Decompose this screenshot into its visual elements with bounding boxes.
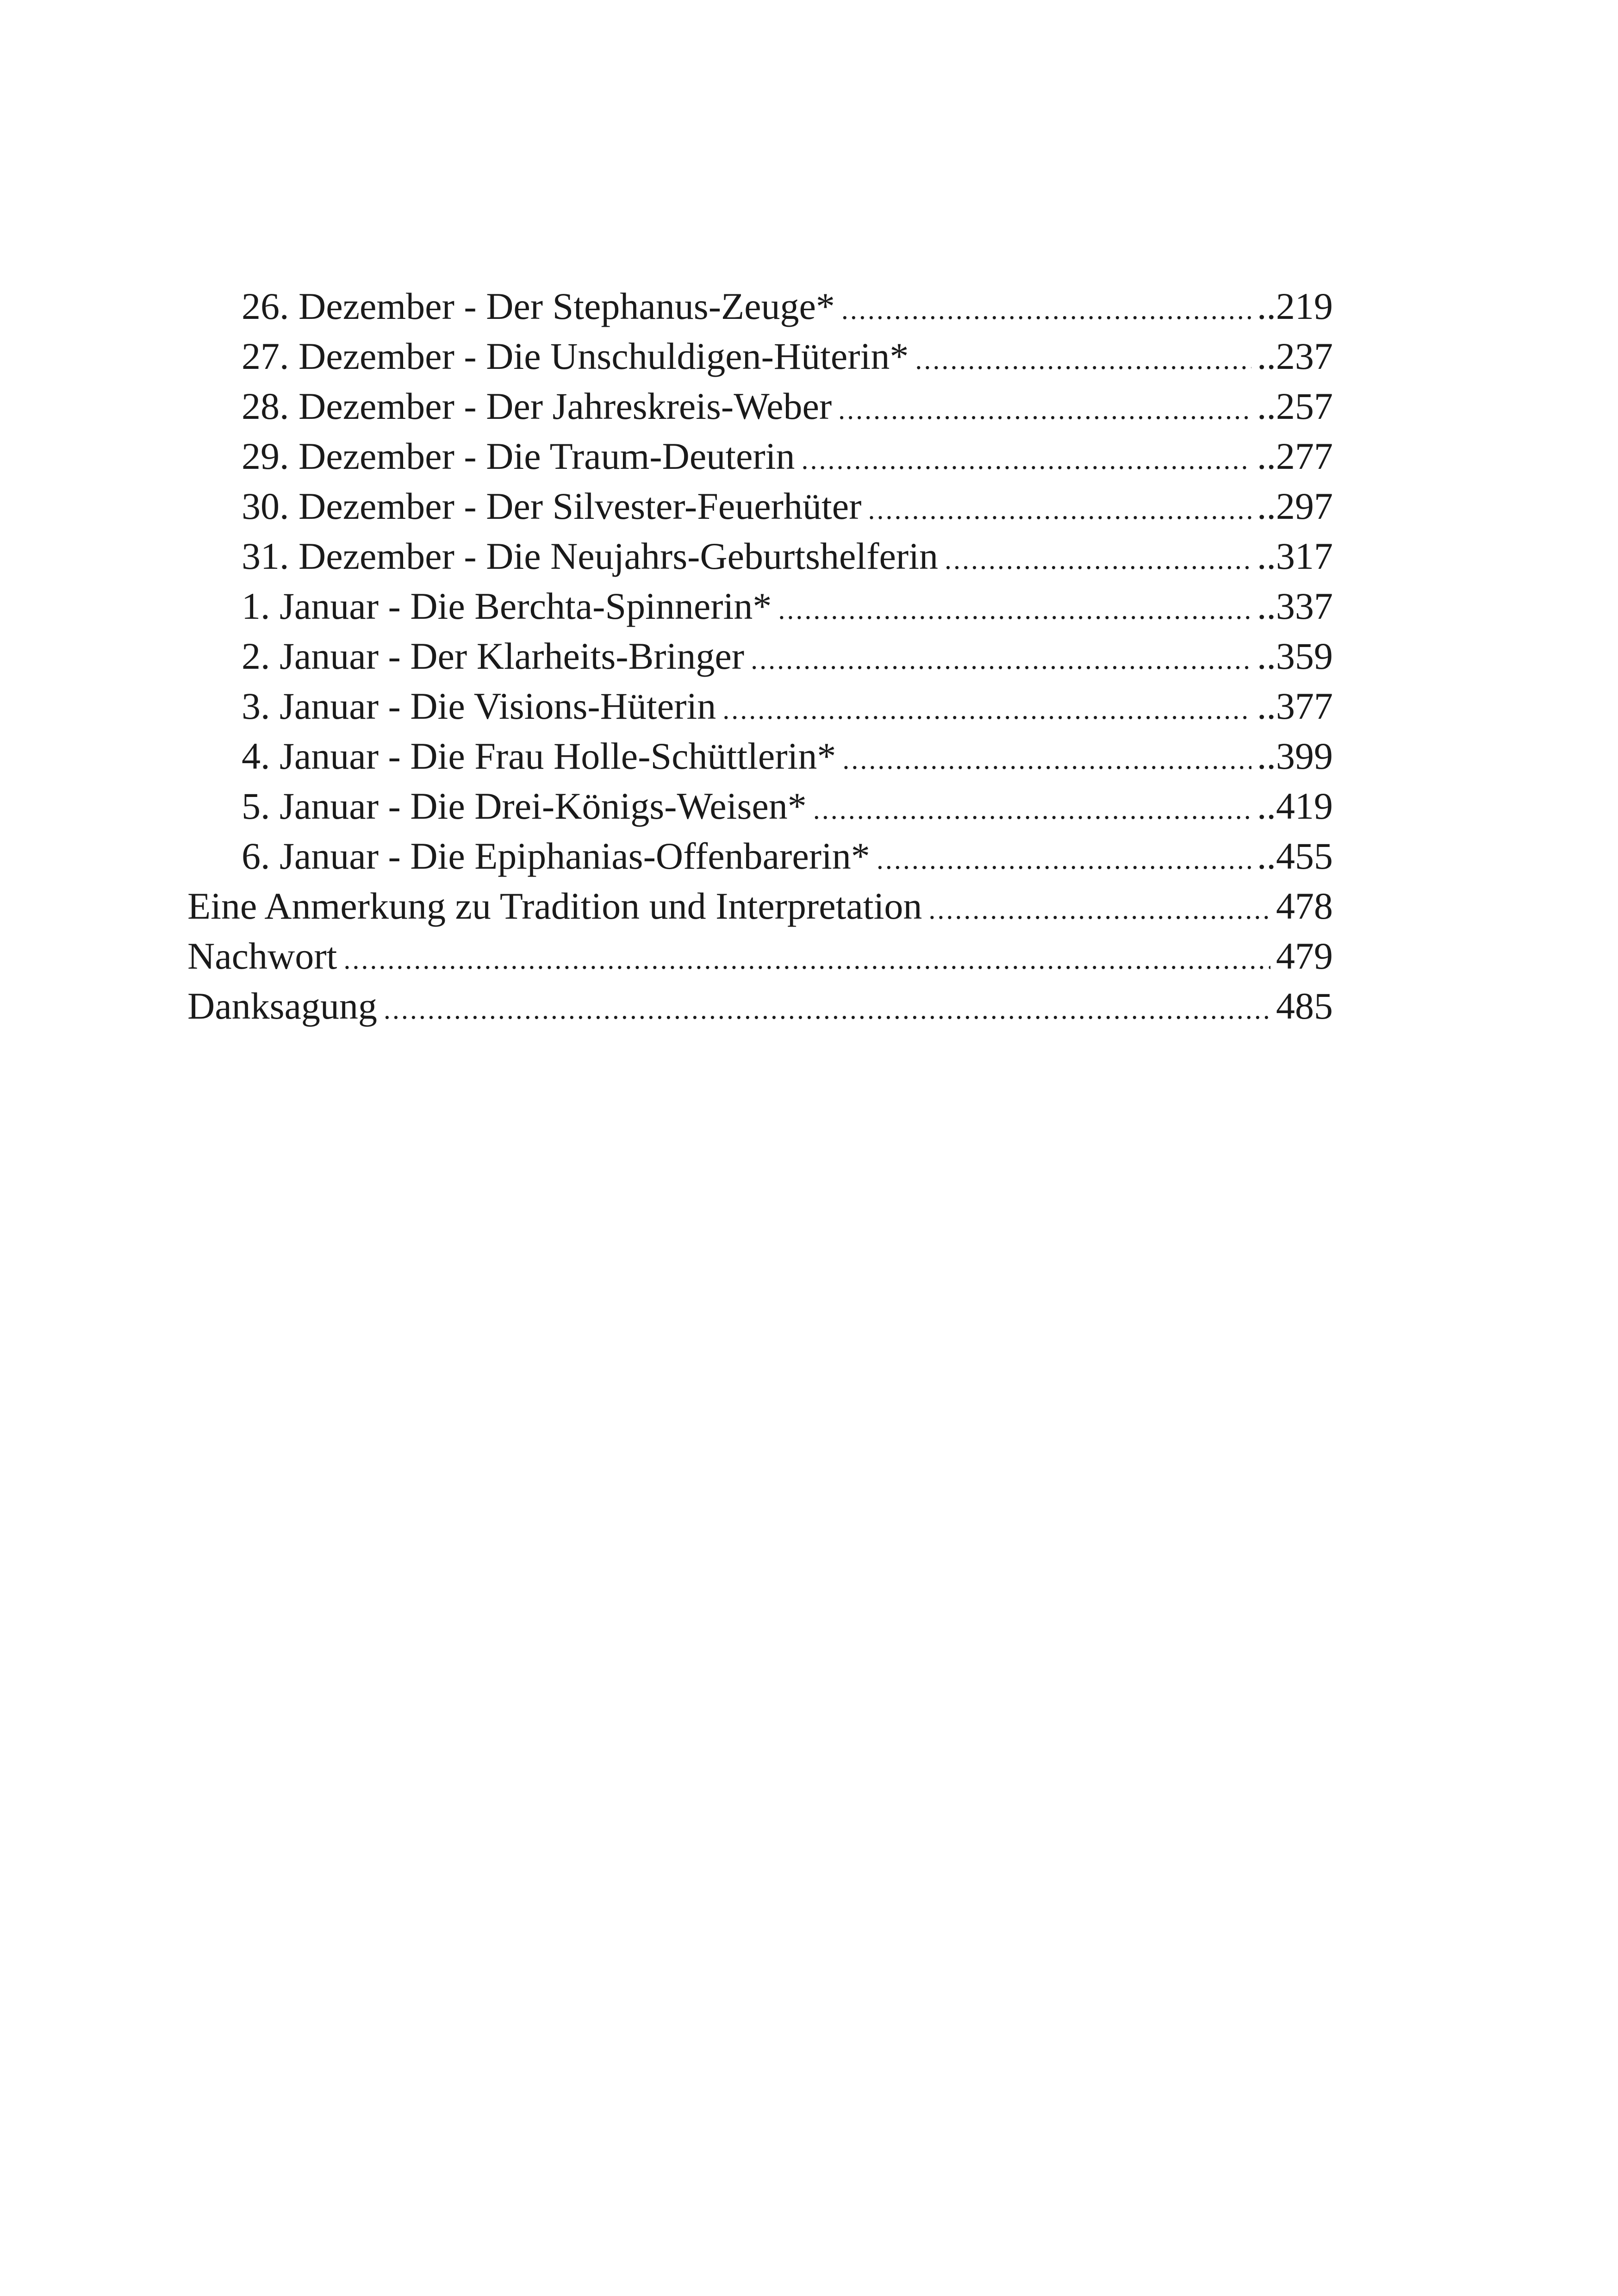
dot-leader [945,535,1251,585]
dot-leader [838,385,1251,435]
toc-entry-title: 5. Januar - Die Drei-Königs-Weisen* [242,785,807,827]
toc-entry-page: 478 [1276,885,1333,927]
dot-leader [842,734,1251,784]
toc-entry-page: ..317 [1257,535,1333,577]
toc-entry [187,731,1333,781]
toc-entry-page: 479 [1276,935,1333,977]
dot-leader [722,684,1251,734]
toc-entry-title: 26. Dezember - Der Stephanus-Zeuge* [242,285,835,327]
dot-leader [778,585,1251,635]
toc-entry [187,481,1333,531]
toc-entry-page: ..377 [1257,685,1333,727]
dot-leader [384,984,1270,1034]
toc-entry-page: 485 [1276,985,1333,1027]
dot-leader [813,784,1251,834]
toc-entry [187,581,1333,631]
toc-entry-title: 30. Dezember - Der Silvester-Feuerhüter [242,485,862,527]
toc-entry-page: ..237 [1257,335,1333,377]
toc-entry-page: ..455 [1257,835,1333,877]
toc-entry-title: 28. Dezember - Der Jahreskreis-Weber [242,385,832,427]
toc-entry [187,631,1333,681]
toc-entry [187,381,1333,431]
toc-entry [187,281,1333,331]
toc-entry-title: 31. Dezember - Die Neujahrs-Geburtshelferin [242,535,938,577]
toc-entry [187,981,1333,1031]
toc-entry-title: 2. Januar - Der Klarheits-Bringer [242,635,745,677]
toc-entry-page: ..337 [1257,585,1333,627]
toc-entry [187,781,1333,831]
toc-entry-page: ..277 [1257,435,1333,477]
toc-entry-title: 4. Januar - Die Frau Holle-Schüttlerin* [242,735,836,777]
toc-entry-page: ..297 [1257,485,1333,527]
toc-entry [187,681,1333,731]
toc-entry-title: 6. Januar - Die Epiphanias-Offenbarerin* [242,835,870,877]
toc-entry-page: ..419 [1257,785,1333,827]
toc-entry [187,531,1333,581]
dot-leader [343,934,1270,984]
toc-entry-page: ..257 [1257,385,1333,427]
toc-entry [187,331,1333,381]
toc-entry-title: 3. Januar - Die Visions-Hüterin [242,685,716,727]
toc-entry-title: 29. Dezember - Die Traum-Deuterin [242,435,795,477]
toc-entry-title: Nachwort [187,935,337,977]
dot-leader [841,285,1251,335]
toc-entry [187,431,1333,481]
table-of-contents [187,281,1333,1031]
dot-leader [915,335,1251,385]
dot-leader [877,834,1251,884]
toc-entry [187,931,1333,981]
toc-entry-page: ..359 [1257,635,1333,677]
toc-entry [187,831,1333,881]
dot-leader [928,884,1270,934]
dot-leader [802,435,1252,485]
toc-entry-page: ..219 [1257,285,1333,327]
toc-entry-page: ..399 [1257,735,1333,777]
toc-entry-title: 1. Januar - Die Berchta-Spinnerin* [242,585,772,627]
dot-leader [751,635,1251,684]
dot-leader [868,485,1251,535]
toc-entry-title: Danksagung [187,985,377,1027]
toc-entry [187,881,1333,931]
toc-entry-title: Eine Anmerkung zu Tradition und Interpretation [187,885,922,927]
toc-entry-title: 27. Dezember - Die Unschuldigen-Hüterin* [242,335,909,377]
